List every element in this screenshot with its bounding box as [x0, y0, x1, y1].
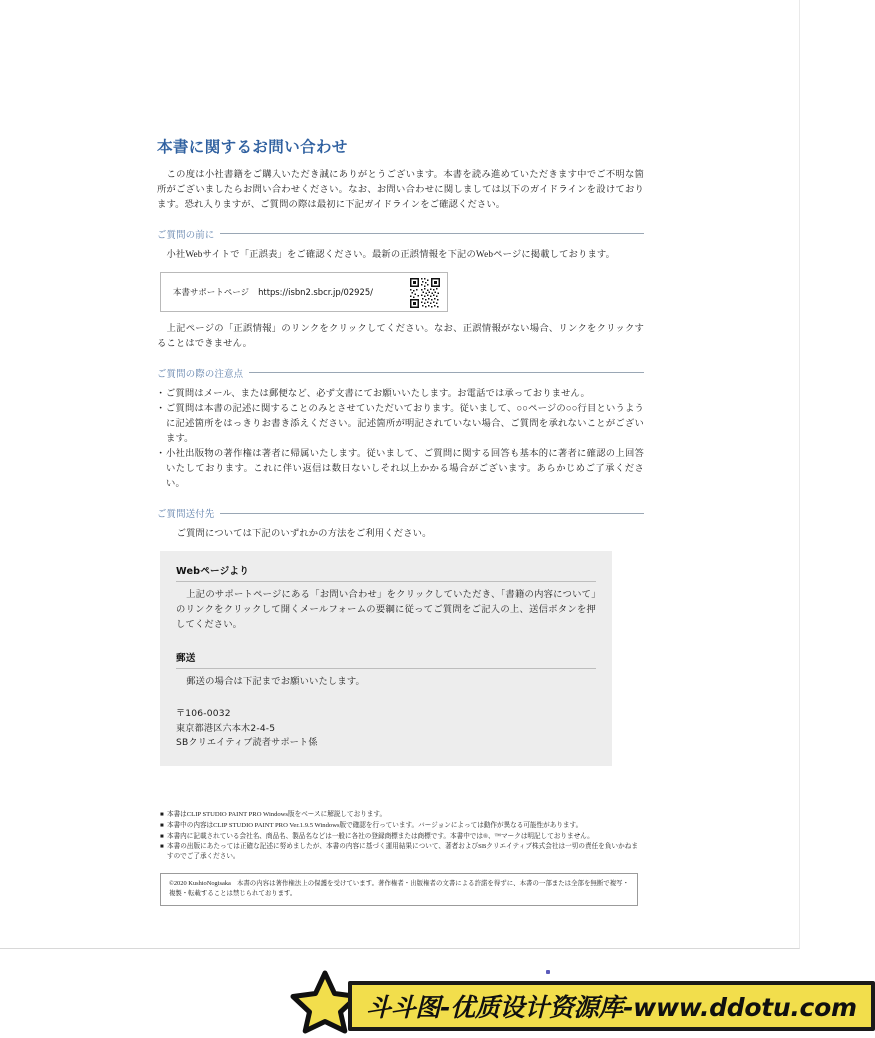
section-heading-rule	[220, 233, 644, 234]
page-content	[157, 138, 644, 906]
copyright-box	[160, 873, 638, 906]
before-after-paragraph: 上記ページの「正誤情報」のリンクをクリックしてください。なお、正誤情報がない場合、リンクをクリックすることはできません。	[157, 323, 644, 349]
before-paragraph: 小社Webサイトで「正誤表」をご確認ください。最新の正誤情報を下記のWebページに掲載しております。	[157, 249, 616, 260]
contact-panel	[160, 551, 612, 765]
section-heading-notes-label: ご質問の際の注意点	[157, 368, 244, 380]
support-page-label: 本書サポートページ	[173, 286, 250, 297]
section-heading-rule	[220, 513, 644, 514]
send-paragraph: ご質問については下記のいずれかの方法をご利用ください。	[167, 529, 432, 540]
support-page-url[interactable]: https://isbn2.sbcr.jp/02925/	[258, 286, 373, 297]
footnotes-block	[160, 810, 638, 862]
footnote-item: ■ 本書の出版にあたっては正確な記述に努めましたが、本書の内容に基づく運用結果について、著者およびSBクリエイティブ株式会社は一切の責任を負いかねますのでご了承ください。	[160, 842, 638, 862]
postal-address	[176, 707, 596, 749]
web-paragraph: 上記のサポートページにある「お問い合わせ」をクリックしていただき、「書籍の内容について」のリンクをクリックして開くメールフォームの要綱に従ってご質問をご記入の上、送信ボタンを押してください。	[176, 590, 596, 631]
list-item: ・ 小社出版物の著作権は著者に帰属いたします。従いまして、ご質問に関する回答も基本的に著者に確認の上回答いたしております。これに伴い返信は数日ないしそれ以上かかる場合がございます。あらかじめご了承ください。	[157, 447, 644, 492]
support-page-box	[160, 272, 448, 312]
address-line: 東京都港区六本木2-4-5	[176, 723, 276, 734]
footnote-item: ■ 本書中の内容はCLIP STUDIO PAINT PRO Ver.1.9.5 Windows版で確認を行っています。バージョンによっては動作が異なる可能性があります。	[160, 821, 638, 831]
section-heading-rule	[249, 372, 644, 373]
copyright-body: 本書の内容は著作権法上の保護を受けています。著作権者・出版権者の文書による許諾を得ずに、本書の一部または全部を無断で複写・複製・転載することは禁じられております。	[169, 880, 629, 898]
section-heading-before	[157, 227, 644, 241]
watermark-text: 斗斗图-优质设计资源库-www.ddotu.com	[366, 993, 857, 1022]
mail-subhead: 郵送	[176, 650, 596, 669]
section-heading-send	[157, 506, 644, 520]
web-subhead: Webページより	[176, 563, 596, 582]
address-line: SBクリエイティブ読者サポート係	[176, 737, 318, 748]
copyright-text	[169, 879, 629, 899]
mail-paragraph: 郵送の場合は下記までお願いいたします。	[186, 677, 365, 688]
qr-code-icon	[409, 277, 441, 309]
list-item: ・ ご質問は本書の記述に関することのみとさせていただいております。従いまして、○○ページの○○行目というように記述箇所をはっきりお書き添えください。記述箇所が明記されていない場合、ご質問を承れないことがございます。	[157, 402, 644, 447]
page-title: 本書に関するお問い合わせ	[157, 138, 348, 156]
section-heading-before-label: ご質問の前に	[157, 229, 215, 241]
footnote-item: ■ 本書内に記載されている会社名、商品名、製品名などは一般に各社の登録商標または商標です。本書中では®、™マークは明記しておりません。	[160, 832, 638, 842]
section-heading-send-label: ご質問送付先	[157, 509, 215, 521]
section-heading-notes	[157, 366, 644, 380]
notes-list	[157, 387, 644, 492]
copyright-notice: ©2020 KushioNogisaka	[169, 880, 231, 888]
intro-paragraph: この度は小社書籍をご購入いただき誠にありがとうございます。本書を読み進めていただきます中でご不明な箇所がございましたらお問い合わせください。なお、お問い合わせに関しましては以下のガイドラインを設けております。恐れ入りますが、ご質問の際は最初に下記ガイドラインをご確認ください。	[157, 169, 644, 210]
address-line: 〒106-0032	[176, 709, 231, 720]
footnote-item: ■ 本書はCLIP STUDIO PAINT PRO Windows版をベースに解説しております。	[160, 810, 638, 820]
list-item: ・ ご質問はメール、または郵便など、必ず文書にてお願いいたします。お電話では承っておりません。	[157, 387, 644, 402]
